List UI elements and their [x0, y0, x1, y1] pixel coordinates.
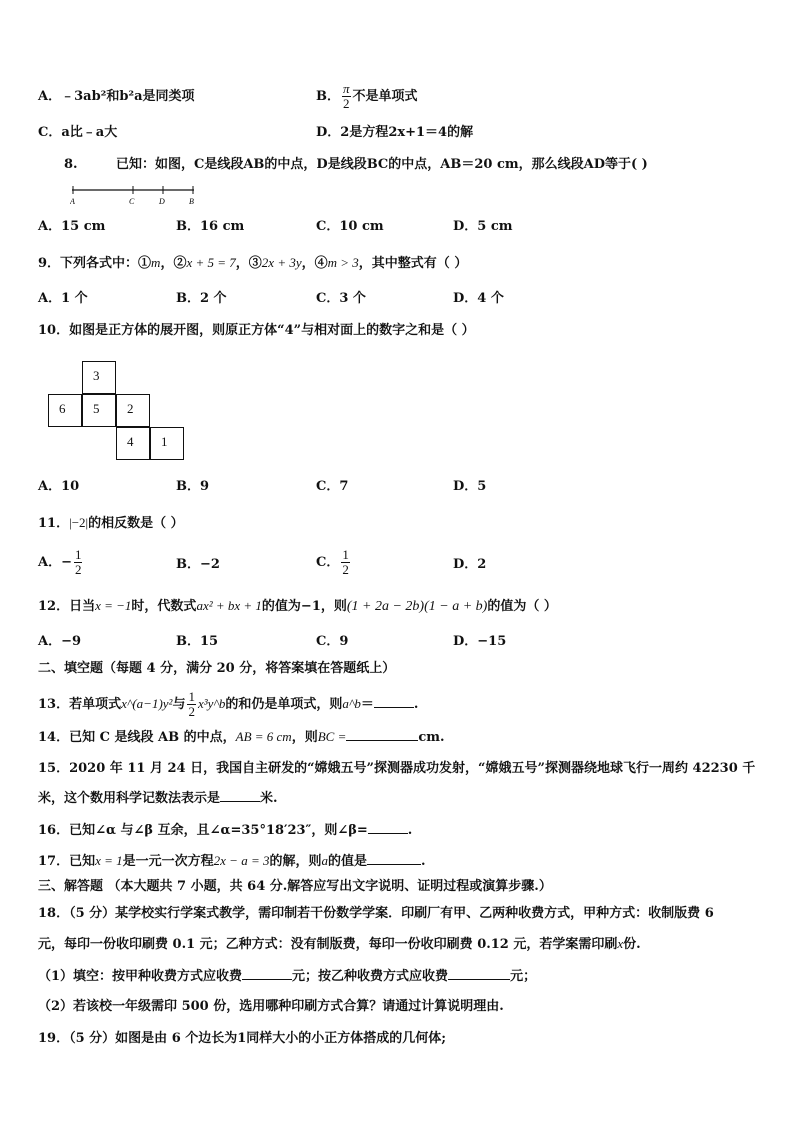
q12-option-b: B．15	[176, 634, 219, 649]
point-label-a: A	[70, 197, 75, 206]
point-label-c: C	[129, 197, 135, 206]
q18-question-line2: 元，每印一份收印刷费 0.1 元；乙种方式：没有制版费，每印一份收印刷费 0.12 元，若学案需印刷x份.	[38, 936, 641, 952]
q7-option-c: C．a比﹣a大	[38, 125, 118, 140]
q19-question: 19．（5 分）如图是由 6 个边长为1同样大小的小正方体搭成的几何体;	[38, 1031, 447, 1046]
q11-question: 11．|−2|的相反数是（ ）	[38, 515, 184, 531]
net-cell-1: 1	[150, 427, 184, 460]
point-label-b: B	[189, 197, 194, 206]
net-cell-3: 3	[82, 361, 116, 394]
net-cell-5: 5	[82, 394, 116, 427]
q8-segment-diagram	[70, 184, 210, 210]
q8-question: 已知：如图，C是线段AB的中点，D是线段BC的中点，AB＝20 cm，那么线段AD等于( )	[116, 157, 648, 172]
q18-blank-b[interactable]	[448, 967, 510, 980]
q11-option-a: A．− $\frac{1}{2}$	[38, 547, 82, 577]
q12-question: 12．日当x = −1时，代数式ax² + bx + 1的值为−1，则(1 + 2a − 2b)(1 − a + b)的值为（ ）	[38, 598, 557, 614]
q12-option-a: A．−9	[38, 634, 82, 649]
q7-option-b: B． $\frac{\pi}{2}$ 不是单项式	[316, 81, 418, 111]
q12-option-c: C．9	[316, 634, 349, 649]
pi-over-2-fraction: $\frac{\pi}{2}$	[343, 81, 350, 111]
q11-option-b: B．−2	[176, 557, 220, 572]
section-solution-heading: 三、解答题 （本大题共 7 小题，共 64 分.解答应写出文字说明、证明过程或演算步骤.）	[38, 879, 552, 894]
q12-option-d: D．−15	[453, 634, 507, 649]
q10-option-b: B．9	[176, 479, 210, 494]
q9-option-c: C．3 个	[316, 291, 366, 306]
q7-option-d: D．2是方程2x+1＝4的解	[316, 125, 474, 140]
q10-option-a: A．10	[38, 479, 80, 494]
q10-option-c: C．7	[316, 479, 349, 494]
net-cell-6: 6	[48, 394, 82, 427]
q8-option-a: A．15 cm	[38, 219, 106, 234]
q18-subquestion-1: （1）填空：按甲种收费方式应收费 元；按乙种收费方式应收费 元；	[38, 969, 537, 984]
q18-blank-a[interactable]	[242, 967, 292, 980]
q11-option-c: C． $\frac{1}{2}$	[316, 547, 349, 577]
net-cell-2: 2	[116, 394, 150, 427]
q10-option-d: D．5	[453, 479, 487, 494]
net-cell-4: 4	[116, 427, 150, 460]
q10-question: 10．如图是正方体的展开图，则原正方体“4”与相对面上的数字之和是（ ）	[38, 323, 475, 338]
q15-question-line1: 15．2020 年 11 月 24 日，我国自主研发的“嫦娥五号”探测器成功发射，“嫦娥五号”探测器绕地球飞行一周约 42230 千	[38, 761, 756, 776]
q9-option-d: D．4 个	[453, 291, 504, 306]
q14-question: 14．已知 C 是线段 AB 的中点，AB = 6 cm，则BC = cm.	[38, 729, 445, 745]
point-label-d: D	[159, 197, 165, 206]
q16-answer-blank[interactable]	[368, 821, 408, 834]
q13-answer-blank[interactable]	[374, 695, 414, 708]
q18-subquestion-2: （2）若该校一年级需印 500 份，选用哪种印刷方式合算？请通过计算说明理由.	[38, 999, 504, 1014]
q14-answer-blank[interactable]	[346, 728, 418, 741]
q16-question: 16．已知∠α 与∠β 互余，且∠α=35°18′23″，则∠β= .	[38, 823, 413, 838]
q9-option-a: A．1 个	[38, 291, 88, 306]
q8-option-b: B．16 cm	[176, 219, 245, 234]
q17-question: 17．已知x = 1是一元一次方程2x − a = 3的解，则a的值是 .	[38, 853, 426, 869]
q8-number: 8.	[64, 157, 78, 172]
q15-answer-blank[interactable]	[220, 789, 260, 802]
q18-question-line1: 18．（5 分）某学校实行学案式教学，需印制若干份数学学案．印刷厂有甲、乙两种收费方式，甲种方式：收制版费 6	[38, 906, 714, 921]
q15-question-line2: 米，这个数用科学记数法表示是 米.	[38, 791, 278, 806]
q13-question: 13．若单项式x^(a−1)y²与 $\frac{1}{2}$ x³y^b的和仍是单项式，则a^b＝ .	[38, 689, 419, 719]
q9-option-b: B．2 个	[176, 291, 227, 306]
q8-option-c: C．10 cm	[316, 219, 384, 234]
q8-option-d: D．5 cm	[453, 219, 513, 234]
q17-answer-blank[interactable]	[367, 852, 421, 865]
section-fill-in-heading: 二、填空题（每题 4 分，满分 20 分，将答案填在答题纸上）	[38, 661, 396, 676]
q9-question: 9．下列各式中：①m，②x + 5 = 7，③2x + 3y，④m > 3，其中整式有（ ）	[38, 255, 468, 271]
q7-option-a: A．﹣3ab²和b²a是同类项	[38, 89, 195, 104]
q11-option-d: D．2	[453, 557, 487, 572]
